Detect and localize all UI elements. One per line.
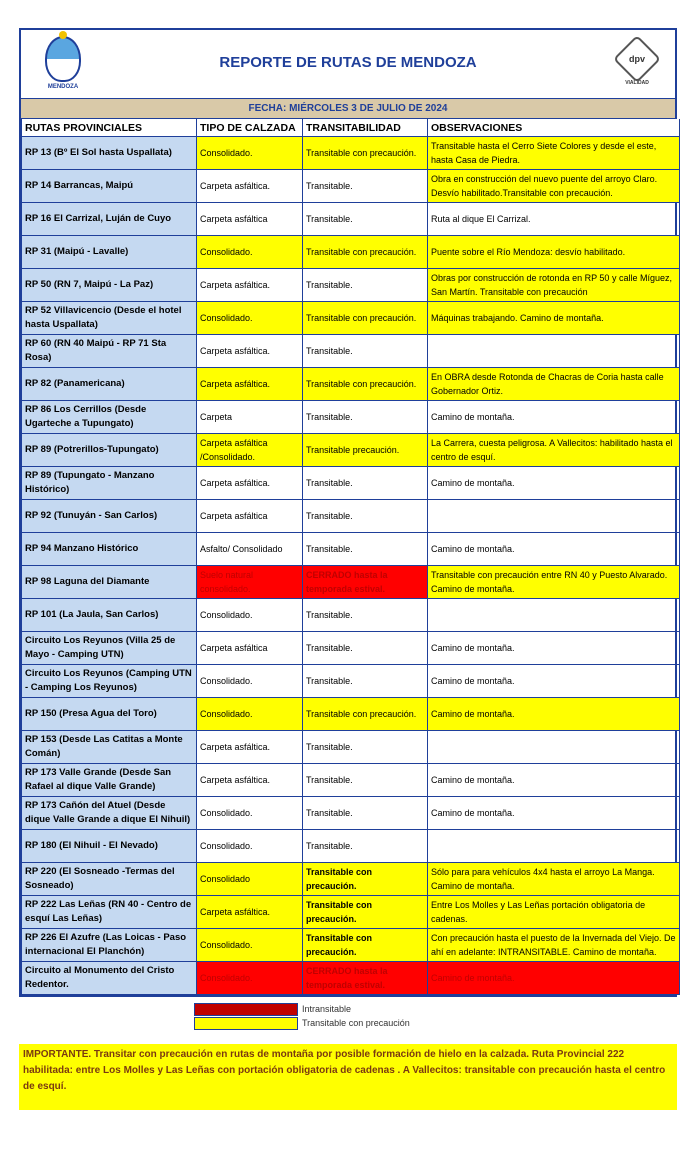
table-row: [22, 269, 680, 302]
calzada-cell: Consolidado.: [197, 698, 303, 731]
table-row: [22, 698, 680, 731]
legend-item: [194, 1017, 424, 1031]
table-row: [22, 797, 680, 830]
route-cell: RP 16 El Carrizal, Luján de Cuyo: [22, 203, 197, 236]
column-header-rutas: RUTAS PROVINCIALES: [22, 119, 197, 137]
table-row: [22, 896, 680, 929]
transitabilidad-cell: Transitable.: [303, 269, 428, 302]
legend-item: [194, 1003, 424, 1017]
route-cell: RP 86 Los Cerrillos (Desde Ugarteche a Tupungato): [22, 401, 197, 434]
observaciones-cell: Transitable hasta el Cerro Siete Colores y desde el este, hasta Casa de Piedra.: [428, 137, 680, 170]
legend-label: Transitable con precaución: [302, 1018, 410, 1028]
transitabilidad-cell: Transitable con precaución.: [303, 863, 428, 896]
observaciones-cell: Camino de montaña.: [428, 698, 680, 731]
table-row: [22, 368, 680, 401]
route-cell: RP 226 El Azufre (Las Loicas - Paso internacional El Planchón): [22, 929, 197, 962]
transitabilidad-cell: Transitable.: [303, 764, 428, 797]
vialidad-logo-text: VIALIDAD: [625, 80, 649, 86]
transitabilidad-cell: Transitable.: [303, 599, 428, 632]
calzada-cell: Consolidado.: [197, 236, 303, 269]
transitabilidad-cell: Transitable.: [303, 203, 428, 236]
transitabilidad-cell: Transitable.: [303, 731, 428, 764]
legend-label: Intransitable: [302, 1004, 352, 1014]
route-cell: RP 180 (El Nihuil - El Nevado): [22, 830, 197, 863]
transitabilidad-cell: Transitable.: [303, 797, 428, 830]
transitabilidad-cell: Transitable con precaución.: [303, 137, 428, 170]
table-row: [22, 302, 680, 335]
observaciones-cell: Transitable con precaución entre RN 40 y Puesto Alvarado. Camino de montaña.: [428, 566, 680, 599]
observaciones-cell: [428, 830, 680, 863]
page-title: REPORTE DE RUTAS DE MENDOZA: [219, 54, 477, 71]
route-cell: RP 31 (Maipú - Lavalle): [22, 236, 197, 269]
column-header-calzada: TIPO DE CALZADA: [197, 119, 303, 137]
calzada-cell: Carpeta asfáltica.: [197, 731, 303, 764]
table-row: [22, 929, 680, 962]
route-cell: RP 94 Manzano Histórico: [22, 533, 197, 566]
route-cell: RP 89 (Potrerillos-Tupungato): [22, 434, 197, 467]
route-cell: RP 14 Barrancas, Maipú: [22, 170, 197, 203]
calzada-cell: Carpeta asfáltica.: [197, 368, 303, 401]
legend-swatch-intransitable: [194, 1003, 298, 1016]
observaciones-cell: Con precaución hasta el puesto de la Invernada del Viejo. De ahí en adelante: INTRANSITABLE. Camino de montaña.: [428, 929, 680, 962]
observaciones-cell: Camino de montaña.: [428, 797, 680, 830]
table-row: [22, 434, 680, 467]
route-cell: Circuito Los Reyunos (Camping UTN - Camping Los Reyunos): [22, 665, 197, 698]
calzada-cell: Carpeta asfáltica.: [197, 764, 303, 797]
table-row: [22, 830, 680, 863]
calzada-cell: Carpeta asfáltica: [197, 500, 303, 533]
column-header-observaciones: OBSERVACIONES: [428, 119, 680, 137]
transitabilidad-cell: Transitable.: [303, 170, 428, 203]
route-cell: RP 173 Cañón del Atuel (Desde dique Valle Grande a dique El Nihuil): [22, 797, 197, 830]
transitabilidad-cell: Transitable con precaución.: [303, 929, 428, 962]
transitabilidad-cell: Transitable.: [303, 401, 428, 434]
dpv-diamond-icon: [613, 35, 661, 83]
legend-swatch-precaucion: [194, 1017, 298, 1030]
route-cell: RP 60 (RN 40 Maipú - RP 71 Sta Rosa): [22, 335, 197, 368]
route-cell: RP 150 (Presa Agua del Toro): [22, 698, 197, 731]
calzada-cell: Carpeta asfáltica.: [197, 896, 303, 929]
calzada-cell: Carpeta asfáltica.: [197, 269, 303, 302]
transitabilidad-cell: Transitable con precaución.: [303, 236, 428, 269]
calzada-cell: Carpeta asfáltica.: [197, 335, 303, 368]
observaciones-cell: La Carrera, cuesta peligrosa. A Vallecitos: habilitado hasta el centro de esquí.: [428, 434, 680, 467]
report-date: FECHA: MIÉRCOLES 3 DE JULIO DE 2024: [21, 99, 675, 119]
transitabilidad-cell: Transitable precaución.: [303, 434, 428, 467]
transitabilidad-cell: Transitable.: [303, 500, 428, 533]
legend: [194, 1003, 424, 1031]
transitabilidad-cell: Transitable con precaución.: [303, 302, 428, 335]
observaciones-cell: Entre Los Molles y Las Leñas portación obligatoria de cadenas.: [428, 896, 680, 929]
observaciones-cell: [428, 335, 680, 368]
table-row: [22, 632, 680, 665]
calzada-cell: Consolidado.: [197, 830, 303, 863]
observaciones-cell: Máquinas trabajando. Camino de montaña.: [428, 302, 680, 335]
table-row: [22, 500, 680, 533]
calzada-cell: Carpeta asfáltica.: [197, 170, 303, 203]
observaciones-cell: Obra en construcción del nuevo puente del arroyo Claro. Desvío habilitado.Transitable con precaución.: [428, 170, 680, 203]
observaciones-cell: Obras por construcción de rotonda en RP 50 y calle Míguez, San Martín. Transitable con precaución: [428, 269, 680, 302]
observaciones-cell: [428, 731, 680, 764]
observaciones-cell: [428, 599, 680, 632]
observaciones-cell: Camino de montaña.: [428, 533, 680, 566]
calzada-cell: Consolidado.: [197, 665, 303, 698]
table-row: [22, 566, 680, 599]
table-row: [22, 533, 680, 566]
route-cell: RP 89 (Tupungato - Manzano Histórico): [22, 467, 197, 500]
calzada-cell: Carpeta asfáltica /Consolidado.: [197, 434, 303, 467]
table-row: [22, 467, 680, 500]
calzada-cell: Consolidado: [197, 863, 303, 896]
table-row: [22, 170, 680, 203]
route-cell: RP 92 (Tunuyán - San Carlos): [22, 500, 197, 533]
report-header: [21, 30, 675, 99]
column-header-transitabilidad: TRANSITABILIDAD: [303, 119, 428, 137]
observaciones-cell: Sólo para para vehículos 4x4 hasta el arroyo La Manga. Camino de montaña.: [428, 863, 680, 896]
transitabilidad-cell: Transitable.: [303, 335, 428, 368]
calzada-cell: Consolidado.: [197, 929, 303, 962]
table-header-row: [22, 119, 680, 137]
route-cell: RP 98 Laguna del Diamante: [22, 566, 197, 599]
table-row: [22, 764, 680, 797]
calzada-cell: Suelo natural consolidado.: [197, 566, 303, 599]
calzada-cell: Carpeta asfáltica: [197, 632, 303, 665]
route-cell: RP 222 Las Leñas (RN 40 - Centro de esquí Las Leñas): [22, 896, 197, 929]
table-row: [22, 137, 680, 170]
table-row: [22, 401, 680, 434]
calzada-cell: Consolidado.: [197, 137, 303, 170]
route-cell: RP 173 Valle Grande (Desde San Rafael al dique Valle Grande): [22, 764, 197, 797]
table-row: [22, 665, 680, 698]
observaciones-cell: [428, 500, 680, 533]
transitabilidad-cell: Transitable.: [303, 533, 428, 566]
transitabilidad-cell: Transitable.: [303, 830, 428, 863]
important-note: IMPORTANTE. Transitar con precaución en rutas de montaña por posible formación de hielo en la calzada. Ruta Provincial 222 habilitada: entre Los Molles y Las Leñas con portación obligatoria de cadenas . A Vallecitos: transitable con precaución hasta el centro de esquí.: [19, 1044, 677, 1110]
calzada-cell: Consolidado.: [197, 797, 303, 830]
routes-table: [21, 119, 680, 995]
transitabilidad-cell: Transitable.: [303, 632, 428, 665]
table-row: [22, 203, 680, 236]
calzada-cell: Carpeta asfáltica.: [197, 467, 303, 500]
table-row: [22, 962, 680, 995]
transitabilidad-cell: Transitable con precaución.: [303, 698, 428, 731]
observaciones-cell: Camino de montaña.: [428, 401, 680, 434]
calzada-cell: Carpeta: [197, 401, 303, 434]
transitabilidad-cell: Transitable con precaución.: [303, 368, 428, 401]
observaciones-cell: Camino de montaña.: [428, 962, 680, 995]
transitabilidad-cell: Transitable.: [303, 467, 428, 500]
route-cell: RP 13 (Bº El Sol hasta Uspallata): [22, 137, 197, 170]
observaciones-cell: Camino de montaña.: [428, 467, 680, 500]
vialidad-logo: [613, 38, 661, 90]
mendoza-logo-text: MENDOZA: [47, 84, 79, 90]
route-cell: Circuito al Monumento del Cristo Redentor.: [22, 962, 197, 995]
table-row: [22, 335, 680, 368]
transitabilidad-cell: CERRADO hasta la temporada estival.: [303, 962, 428, 995]
table-row: [22, 731, 680, 764]
route-cell: RP 220 (El Sosneado -Termas del Sosneado): [22, 863, 197, 896]
route-cell: RP 50 (RN 7, Maipú - La Paz): [22, 269, 197, 302]
calzada-cell: Carpeta asfáltica: [197, 203, 303, 236]
table-row: [22, 599, 680, 632]
transitabilidad-cell: Transitable.: [303, 665, 428, 698]
route-cell: RP 153 (Desde Las Catitas a Monte Comán): [22, 731, 197, 764]
route-cell: RP 52 Villavicencio (Desde el hotel hasta Uspallata): [22, 302, 197, 335]
observaciones-cell: Puente sobre el Río Mendoza: desvío habilitado.: [428, 236, 680, 269]
calzada-cell: Consolidado.: [197, 302, 303, 335]
route-report: [19, 28, 677, 997]
calzada-cell: Consolidado.: [197, 962, 303, 995]
transitabilidad-cell: CERRADO hasta la temporada estival.: [303, 566, 428, 599]
route-cell: RP 101 (La Jaula, San Carlos): [22, 599, 197, 632]
dpv-mark: dpv: [628, 53, 646, 64]
observaciones-cell: Ruta al dique El Carrizal.: [428, 203, 680, 236]
observaciones-cell: Camino de montaña.: [428, 632, 680, 665]
table-row: [22, 863, 680, 896]
route-cell: Circuito Los Reyunos (Villa 25 de Mayo - Camping UTN): [22, 632, 197, 665]
observaciones-cell: En OBRA desde Rotonda de Chacras de Coria hasta calle Gobernador Ortiz.: [428, 368, 680, 401]
table-row: [22, 236, 680, 269]
calzada-cell: Consolidado.: [197, 599, 303, 632]
transitabilidad-cell: Transitable con precaución.: [303, 896, 428, 929]
route-cell: RP 82 (Panamericana): [22, 368, 197, 401]
observaciones-cell: Camino de montaña.: [428, 764, 680, 797]
calzada-cell: Asfalto/ Consolidado: [197, 533, 303, 566]
observaciones-cell: Camino de montaña.: [428, 665, 680, 698]
